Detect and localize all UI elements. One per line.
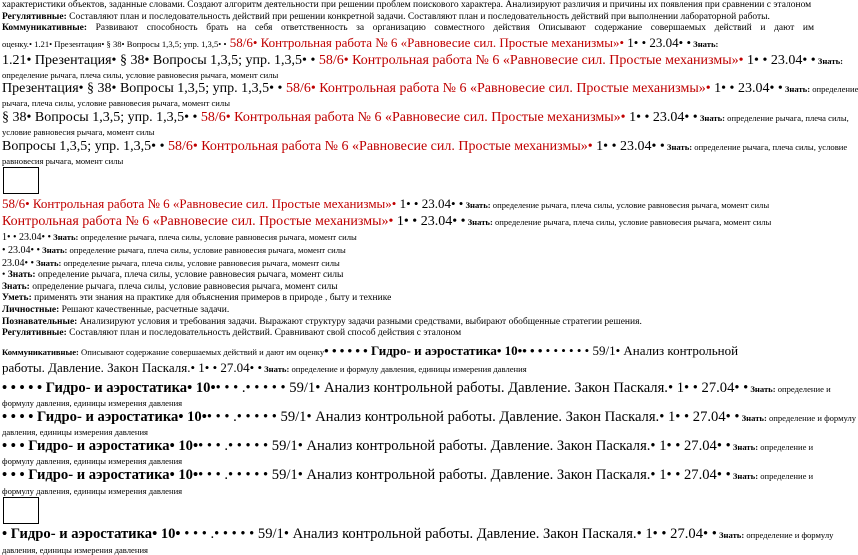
text-line [2, 317, 814, 329]
label-know: Знать: [664, 141, 693, 152]
text-run: • • • .• • • • • [198, 437, 269, 454]
label-know: Знать: [262, 363, 290, 374]
text-line [2, 257, 814, 270]
text-line [2, 456, 814, 467]
text-run: формулу давления, единицы измерения давления [2, 398, 183, 409]
text-run: характеристики объектов, заданные словами. Создают алгоритм деятельности при решении проблем поискового характера. Анализируют различия и причины их появления при сравнении с эталоном [2, 0, 812, 10]
text-run: определение и формулу давления, единицы измерения давления [289, 363, 527, 374]
text-run: 1• [641, 526, 658, 543]
label-know: Знать: [730, 441, 759, 452]
label-know: Знать: [691, 38, 719, 49]
label-know: Знать: [34, 258, 62, 269]
lesson-title: 58/6• Контрольная работа № 6 «Равновесие сил. Простые механизмы»• [2, 196, 397, 212]
label-know: Знать: [782, 84, 811, 95]
text-run: • 27.04• • [680, 408, 740, 425]
label-regulative: Регулятивные: [2, 328, 67, 339]
text-run: • • • • • • [542, 342, 590, 358]
text-run: 59/1• [589, 342, 621, 358]
text-run: • 23.04• • [2, 245, 41, 257]
text-run: 1• • 23.04• • [743, 52, 816, 68]
lesson-title: Анализ контрольной работы. Давление. Закон Паскаля.• [302, 467, 656, 483]
text-line [2, 328, 814, 340]
text-run: • 27.04• • [657, 526, 717, 543]
text-line [2, 305, 814, 317]
text-line [2, 0, 814, 12]
text-line [2, 293, 814, 305]
text-run: 59/1• [285, 379, 321, 396]
text-line [2, 52, 843, 70]
section-title: Гидро- и аэростатика• [42, 379, 193, 396]
text-line [2, 109, 849, 127]
text-line [2, 360, 814, 377]
text-run: формулу давления, единицы измерения давления [2, 485, 183, 496]
label-know: Знать: [5, 270, 36, 281]
text-run: • • • [522, 342, 543, 358]
text-run: 59/1• [268, 437, 303, 454]
text-line [2, 467, 814, 486]
text-run: определение и формулу [766, 412, 857, 423]
text-run: 1• • [195, 359, 218, 375]
text-run: определение рычага, плеча силы, условие равновесия рычага, момент силы [490, 200, 770, 211]
text-line [2, 23, 814, 35]
text-run: определение рычага, плеча силы, условие равновесия рычага, момент силы [2, 69, 279, 80]
section-title: Гидро- и аэростатика• [24, 437, 175, 454]
text-run: Описывают содержание совершаемых действий и дают им оценку [78, 346, 325, 357]
text-run: 59/1• [254, 526, 289, 543]
text-line [2, 244, 814, 257]
label-personal: Личностные: [2, 304, 60, 315]
lesson-title: работы. Давление. Закон Паскаля.• [2, 359, 196, 375]
text-run: • • • • [2, 408, 34, 425]
text-run: 10• [174, 467, 199, 483]
empty-cell-box [3, 167, 39, 194]
text-run: Составляют план и последовательность действий. Сравнивают свой способ действия с эталоном [66, 328, 462, 339]
text-run: 59/1• [268, 467, 303, 483]
section-title: Гидро- и аэростатика• [7, 526, 158, 543]
label-know: Знать: [465, 217, 493, 228]
text-run: • • • • • • [324, 342, 368, 358]
lesson-title: 58/6• Контрольная работа № 6 «Равновесие сил. Простые механизмы»• [197, 109, 626, 125]
text-run: 10• [183, 408, 207, 425]
lesson-title: Анализ контрольной работы. Давление. Закон Паскаля.• [320, 379, 674, 396]
text-run: определение рычага, плеча силы, [725, 112, 849, 123]
text-run: 27.04• • [217, 359, 262, 375]
text-line [2, 379, 831, 399]
text-run: • 27.04• • [689, 379, 749, 396]
text-run: 1• • 23.04• • [710, 81, 783, 97]
text-line [2, 213, 814, 231]
text-line [2, 545, 814, 555]
text-run: 23.04• • [2, 258, 35, 270]
text-run: давления, единицы измерения давления [2, 427, 148, 438]
text-run: 1• [664, 408, 681, 425]
text-run: определение рычага, плеча силы, условие [692, 141, 848, 152]
text-run: условие равновесия рычага, момент силы [2, 126, 155, 137]
text-run: определение рычага, плеча силы, условие равновесия рычага, момент силы [67, 245, 346, 256]
text-run: 1• • 23.04• • [2, 232, 52, 244]
text-line [2, 270, 814, 282]
text-run: равновесия рычага, момент силы [2, 155, 124, 166]
text-run: 1• • 23.04• • [624, 34, 692, 50]
text-run: Вопросы 1,3,5; упр. 1,3,5• • [2, 138, 165, 154]
label-be-able: Уметь: [2, 293, 32, 304]
text-run: определение рычага, плеча силы, условие равновесия рычага, момент силы [35, 270, 344, 281]
text-line [2, 35, 814, 52]
text-run: определение рычага, плеча силы, условие равновесия рычага, момент силы [78, 232, 357, 243]
text-run: давления, единицы измерения давления [2, 544, 148, 555]
lesson-title: Анализ контрольной работы. Давление. Закон Паскаля.• [288, 526, 642, 543]
text-run: 1• [673, 379, 690, 396]
label-know: Знать: [716, 530, 745, 541]
label-know: Знать: [40, 245, 68, 256]
lesson-title: 58/6• Контрольная работа № 6 «Равновесие сил. Простые механизмы»• [226, 34, 625, 50]
text-line [2, 156, 814, 167]
text-line [2, 343, 814, 360]
text-line [2, 12, 814, 24]
text-run: 1• [655, 437, 672, 454]
text-run: 1• • 23.04• • [396, 196, 464, 212]
text-line [2, 138, 848, 156]
text-run: определение рычага, плеча силы, условие равновесия рычага, момент силы [492, 217, 772, 228]
text-run: Составляют план и последовательность действий при решении конкретной задачи. Составляют план и последовательность действий при выполнении лабораторной работы. [66, 11, 770, 22]
text-run: определение и [758, 471, 814, 481]
text-run: оценку.• 1.21• Презентация• § 38• Вопросы 1,3,5; упр. 1,3,5• • [2, 38, 227, 49]
text-run: • • • .• • • • • [180, 526, 255, 543]
text-run: • • • • • [2, 379, 43, 396]
text-run: Анализ контрольной [620, 342, 739, 358]
text-line [2, 231, 814, 244]
text-line [2, 408, 857, 428]
text-run: 10• [174, 437, 199, 454]
text-line [2, 438, 814, 457]
text-run: формулу давления, единицы измерения давления [2, 456, 183, 467]
label-know: Знать: [739, 412, 767, 423]
text-line [2, 70, 814, 81]
text-run: 1.21• Презентация• § 38• Вопросы 1,3,5; упр. 1,3,5• • [2, 52, 316, 68]
text-run: применять эти знания на практике для объяснения примеров в природе , быту и технике [31, 293, 392, 304]
text-run: 1• • 23.04• • [625, 109, 698, 125]
text-line [2, 398, 814, 409]
text-run: 10• [157, 526, 181, 543]
text-run: определение рычага, плеча силы, условие равновесия рычага, момент силы [61, 258, 340, 269]
label-know: Знать: [730, 471, 759, 481]
label-know: Знать: [463, 200, 491, 211]
text-run: • [2, 270, 6, 281]
text-run: 1• [655, 467, 672, 483]
label-know: Знать: [748, 383, 776, 394]
section-title: Гидро- и аэростатика• [24, 467, 175, 483]
text-run: 59/1• [276, 408, 312, 425]
text-run: • • • [2, 437, 25, 454]
text-run: • • • .• • • • • [206, 408, 277, 425]
label-cognitive: Познавательные: [2, 316, 78, 327]
text-run: • 27.04• • [671, 467, 731, 483]
text-line [2, 196, 814, 213]
text-run: рычага, плеча силы, условие равновесия рычага, момент силы [2, 98, 230, 109]
label-know: Знать: [2, 281, 30, 292]
text-line [2, 427, 814, 438]
section-title: Гидро- и аэростатика• [33, 408, 184, 425]
lesson-title: Анализ контрольной работы. Давление. Закон Паскаля.• [311, 408, 665, 425]
lesson-title: Анализ контрольной работы. Давление. Закон Паскаля.• [302, 437, 656, 454]
text-run: § 38• Вопросы 1,3,5; упр. 1,3,5• • [2, 109, 198, 125]
text-run: 10• [192, 379, 216, 396]
text-run: определение рычага, плеча силы, условие равновесия рычага, момент силы [29, 281, 338, 292]
text-run: Презентация• § 38• Вопросы 1,3,5; упр. 1,3,5• • [2, 81, 283, 97]
text-run: Развивают способность брать на себя ответственность за организацию совместного действия Описывают содержание совершаемых действий и дают им [87, 23, 814, 34]
text-line [2, 486, 814, 497]
text-run: Анализируют условия и требования задачи. Выражают структуру задачи разными средствами, выбирают обобщенные стратегии решения. [77, 316, 642, 327]
text-run: • • • [2, 467, 25, 483]
text-line [2, 127, 814, 138]
text-run: • • • .• • • • • [198, 467, 269, 483]
text-line [2, 526, 834, 545]
lesson-title: 58/6• Контрольная работа № 6 «Равновесие сил. Простые механизмы»• [315, 52, 744, 68]
lesson-title: Контрольная работа № 6 «Равновесие сил. Простые механизмы»• [2, 214, 394, 230]
text-run: определение и формулу [744, 530, 834, 541]
text-line [2, 98, 814, 109]
text-run: • • • .• • • • • [215, 379, 286, 396]
text-line [2, 80, 858, 98]
text-run: • 27.04• • [671, 437, 731, 454]
text-run: 10• [501, 342, 523, 358]
lesson-title: 58/6• Контрольная работа № 6 «Равновесие сил. Простые механизмы»• [164, 138, 593, 154]
label-know: Знать: [51, 232, 79, 243]
text-run: 1• • 23.04• • [393, 214, 466, 230]
text-run: 1• • 23.04• • [592, 138, 665, 154]
text-run: определение и [775, 383, 831, 394]
label-communicative: Коммуникативные: [2, 346, 79, 357]
label-know: Знать: [697, 112, 726, 123]
lesson-title: 58/6• Контрольная работа № 6 «Равновесие сил. Простые механизмы»• [282, 81, 711, 97]
text-run: Решают качественные, расчетные задачи. [59, 304, 230, 315]
text-run: определение [810, 84, 858, 95]
label-know: Знать: [815, 55, 843, 66]
empty-cell-box [3, 497, 39, 524]
text-line [2, 282, 814, 294]
label-communicative: Коммуникативные: [2, 23, 87, 34]
text-run: определение и [758, 441, 814, 452]
section-title: Гидро- и аэростатика• [367, 342, 502, 358]
text-run: • [2, 526, 8, 543]
label-regulative: Регулятивные: [2, 11, 67, 22]
